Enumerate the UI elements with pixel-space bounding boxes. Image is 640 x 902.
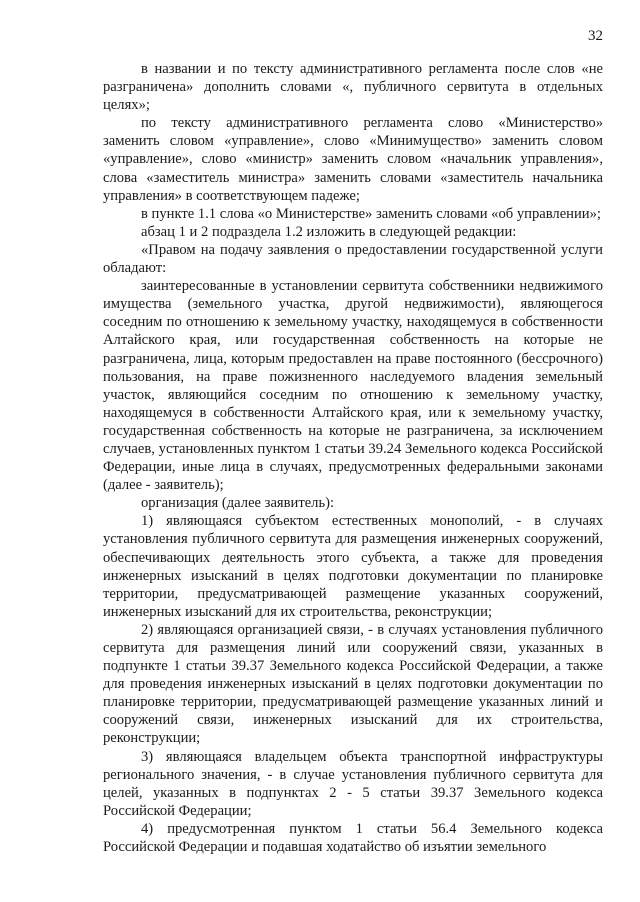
paragraph-organization: организация (далее заявитель): — [141, 495, 335, 512]
paragraph-item-1-1: в пункте 1.1 слова «о Министерстве» заменить словами «об управлении»; — [141, 205, 601, 222]
paragraph-applicants-intro: «Правом на подачу заявления о предоставлении государственной услуги обладают: — [103, 241, 603, 277]
list-item-3: 3) являющаяся владельцем объекта транспортной инфраструктуры регионального значения, - в случае установления публичного сервитута для целей, указанных в подпунктах 2 - 5 статьи 39.37 Земельного кодекса Российской Федерации; — [103, 748, 603, 819]
paragraph-title-amendment: в названии и по тексту административного регламента после слов «не разграничена» дополнить словами «, публичного сервитута в отдельных целях»; — [103, 61, 603, 114]
list-item-2: 2) являющаяся организацией связи, - в случаях установления публичного сервитута для размещения линий или сооружений связи, указанных в подпункте 1 статьи 39.37 Земельного кодекса Российской Федерации, а также для проведения инженерных изысканий в целях подготовки документации по планировке территории, предусматривающей размещение указанных линий и сооружений связи, инженерных изысканий для их строительства, реконструкции; — [103, 621, 603, 747]
list-item-1: 1) являющаяся субъектом естественных монополий, - в случаях установления публичного сервитута для размещения инженерных сооружений, обеспечивающих деятельность этого субъекта, а также для проведения инженерных изысканий в целях подготовки документации по планировке территории, предусматривающей размещение указанных сооружений, инженерных изысканий для их строительства, реконструкции; — [103, 513, 603, 620]
page-number: 32 — [588, 28, 603, 44]
paragraph-subsection-1-2: абзац 1 и 2 подраздела 1.2 изложить в следующей редакции: — [141, 223, 517, 240]
list-item-4: 4) предусмотренная пунктом 1 статьи 56.4 Земельного кодекса Российской Федерации и подавшая ходатайство об изъятии земельного — [103, 820, 603, 856]
paragraph-interested-owners: заинтересованные в установлении сервитута собственники недвижимого имущества (земельного участка, другой недвижимости), являющегося соседним по отношению к земельному участку, находящемуся в собственности Алтайского края, или государственная собственность на которые не разграничена, лица, которым предоставлен на праве постоянного (бессрочного) пользования, на праве пожизненного наследуемого владения земельный участок, являющийся соседним по отношению к земельному участку, находящемуся в собственности Алтайского края, или к земельному участку, государственная собственность на которые не разграничена, за исключением случаев, установленных пунктом 1 статьи 39.24 Земельного кодекса Российской Федерации, иные лица в случаях, предусмотренных федеральными законами (далее - заявитель); — [103, 278, 603, 494]
paragraph-terms-replacement: по тексту административного регламента слово «Министерство» заменить словом «управление», слово «Минимущество» заменить словом «управление», слово «министр» заменить словом «начальник управления», слова «заместитель министра» заменить словами «заместитель начальника управления» в соответствующем падеже; — [103, 115, 603, 204]
document-body — [103, 60, 603, 856]
